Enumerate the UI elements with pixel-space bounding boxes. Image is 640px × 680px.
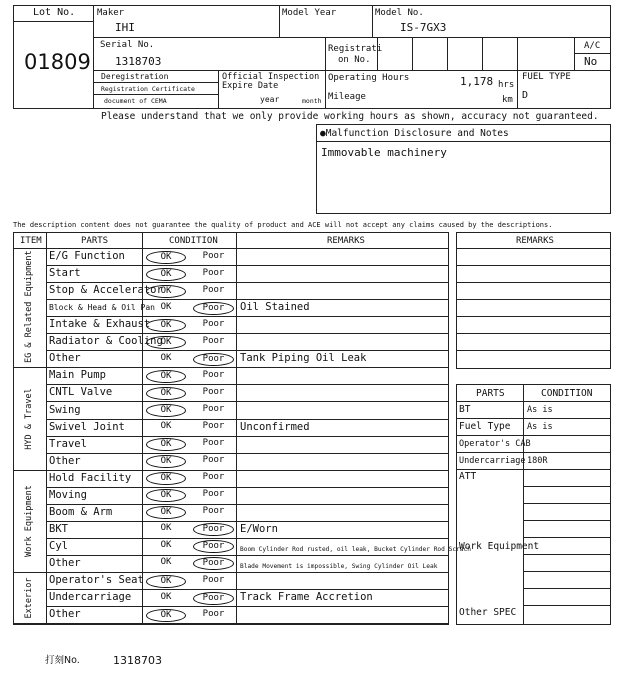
km-unit: km (502, 95, 513, 105)
ok-circled: OK (146, 506, 186, 519)
remark-text: Oil Stained (240, 301, 310, 314)
ok-circled: OK (146, 336, 186, 349)
poor-option: Poor (202, 250, 225, 261)
remark-text: Track Frame Accretion (240, 591, 373, 603)
right-condition-value: 180R (527, 456, 548, 466)
maker-label: Maker (97, 8, 125, 18)
poor-option: Poor (202, 438, 225, 449)
ok-circled: OK (146, 455, 186, 468)
deregistration-label: Deregistration (101, 72, 169, 81)
cema-label: document of CEMA (104, 97, 167, 105)
right-condition-header: CONDITION (541, 388, 593, 399)
right-part-name: BT (459, 404, 471, 415)
poor-option: Poor (202, 489, 225, 500)
ok-circled: OK (146, 268, 186, 281)
poor-option: Poor (202, 506, 225, 517)
part-name: Boom & Arm (49, 505, 113, 518)
remark-text: Boom Cylinder Rod rusted, oil leak, Bucket Cylinder Rod Scrach (240, 545, 471, 553)
poor-option: Poor (202, 284, 225, 295)
remark-text: E/Worn (240, 522, 278, 535)
ok-circled: OK (146, 251, 186, 264)
col-condition-header: CONDITION (169, 236, 218, 246)
ok-option: OK (160, 421, 172, 431)
part-name: E/G Function (49, 250, 125, 262)
ok-circled: OK (146, 404, 186, 417)
notice-text: Please understand that we only provide working hours as shown, accuracy not guaranteed. (101, 111, 599, 122)
ok-circled: OK (146, 472, 186, 485)
col-parts-header: PARTS (81, 236, 109, 246)
operating-hours-value: 1,178 (460, 75, 494, 88)
poor-option: Poor (202, 608, 225, 619)
part-name: Intake & Exhaust (49, 318, 151, 331)
poor-option: Poor (202, 335, 225, 346)
ok-circled: OK (146, 387, 186, 400)
ok-option: OK (160, 523, 172, 534)
poor-option: Poor (202, 267, 225, 278)
part-name: Other (49, 454, 81, 467)
poor-circled: Poor (193, 302, 234, 315)
poor-option: Poor (202, 318, 225, 329)
right-remarks-header: REMARKS (516, 236, 554, 246)
fuel-type-value: D (522, 90, 529, 101)
model-no-label: Model No. (375, 8, 424, 18)
year-label: year (260, 95, 280, 104)
poor-option: Poor (202, 472, 225, 483)
official-inspection-label-2: Expire Date (222, 81, 279, 91)
col-remarks-header: REMARKS (327, 236, 365, 246)
remark-text: Unconfirmed (240, 420, 310, 433)
footer-label: 打刻No. (45, 655, 80, 666)
month-label: month (302, 97, 322, 105)
right-condition-value: As is (527, 422, 553, 432)
part-name: Stop & Accelerator (49, 284, 163, 297)
model-year-label: Model Year (282, 8, 337, 18)
poor-circled: Poor (193, 523, 234, 536)
other-spec-label: Other SPEC (459, 607, 517, 618)
poor-circled: Poor (193, 353, 234, 366)
ac-label: A/C (584, 41, 601, 51)
registration-no-label-1: Registrati (328, 44, 383, 54)
footer-value: 1318703 (113, 654, 162, 667)
ok-option: OK (160, 301, 172, 312)
ok-circled: OK (146, 319, 186, 332)
ok-option: OK (160, 557, 172, 568)
ac-value: No (584, 55, 598, 68)
right-condition-value: As is (527, 405, 553, 415)
model-no-value: IS-7GX3 (400, 21, 447, 34)
ok-circled: OK (146, 609, 186, 622)
poor-option: Poor (202, 421, 225, 431)
malfunction-text: Immovable machinery (321, 146, 447, 159)
lot-no-value: 01809 (24, 50, 91, 74)
ok-circled: OK (146, 575, 186, 588)
part-name: Other (49, 556, 81, 569)
part-name: Start (49, 267, 81, 280)
mileage-label: Mileage (328, 92, 366, 102)
part-name: BKT (49, 522, 68, 535)
operating-hours-label: Operating Hours (328, 73, 410, 83)
part-name: Swivel Joint (49, 420, 125, 433)
ok-circled: OK (146, 438, 186, 451)
disclaimer-text: The description content does not guarantee the quality of product and ACE will not accept any claims caused by the descriptions. (13, 221, 553, 229)
group-label: Exterior (23, 577, 34, 618)
right-parts-header: PARTS (476, 388, 505, 399)
official-inspection-label-1: Official Inspection (222, 72, 320, 82)
poor-option: Poor (202, 369, 225, 380)
ok-option: OK (160, 540, 172, 551)
serial-no-value: 1318703 (115, 55, 162, 68)
part-name: CNTL Valve (49, 386, 113, 399)
fuel-type-label: FUEL TYPE (522, 72, 571, 82)
part-name: Block & Head & Oil Pan (49, 303, 155, 313)
group-label: EG & Related Equipment (23, 250, 34, 363)
serial-no-label: Serial No. (100, 40, 155, 50)
poor-option: Poor (202, 455, 225, 466)
part-name: Moving (49, 488, 87, 501)
malfunction-title: ●Malfunction Disclosure and Notes (320, 128, 509, 139)
ok-circled: OK (146, 285, 186, 298)
ok-circled: OK (146, 489, 186, 502)
part-name: Operator's Seat (49, 574, 144, 586)
part-name: Travel (49, 437, 87, 450)
registration-certificate-label: Registration Certificate (101, 85, 195, 93)
group-label: HYD & Travel (23, 387, 34, 450)
ok-option: OK (160, 591, 172, 602)
work-equipment-label: Work Equipment (459, 541, 540, 552)
part-name: Radiator & Cooling (49, 335, 163, 348)
part-name: Swing (49, 403, 81, 416)
remark-text: Tank Piping Oil Leak (240, 352, 367, 365)
lot-no-label: Lot No. (33, 7, 76, 18)
att-label: ATT (459, 471, 477, 482)
poor-circled: Poor (193, 557, 234, 570)
maker-value: IHI (115, 21, 135, 34)
registration-no-label-2: on No. (338, 55, 371, 65)
poor-circled: Poor (193, 540, 234, 553)
remark-text: Blade Movement is impossible, Swing Cylinder Oil Leak (240, 562, 438, 570)
part-name: Cyl (49, 539, 68, 552)
right-part-name: Undercarriage (459, 456, 526, 466)
part-name: Main Pump (49, 369, 106, 382)
part-name: Other (49, 608, 81, 620)
part-name: Other (49, 352, 81, 365)
col-item-header: ITEM (20, 236, 42, 246)
part-name: Undercarriage (49, 591, 132, 603)
poor-option: Poor (202, 386, 225, 397)
ok-option: OK (160, 352, 172, 363)
right-part-name: Fuel Type (459, 421, 511, 432)
group-label: Work Equipment (23, 484, 34, 557)
right-part-name: Operator's CAB (459, 439, 531, 449)
right-remarks-box (456, 232, 611, 369)
ok-circled: OK (146, 370, 186, 383)
poor-option: Poor (202, 404, 225, 414)
poor-option: Poor (202, 574, 225, 585)
hrs-unit: hrs (498, 80, 515, 90)
part-name: Hold Facility (49, 471, 132, 484)
poor-circled: Poor (193, 592, 234, 605)
